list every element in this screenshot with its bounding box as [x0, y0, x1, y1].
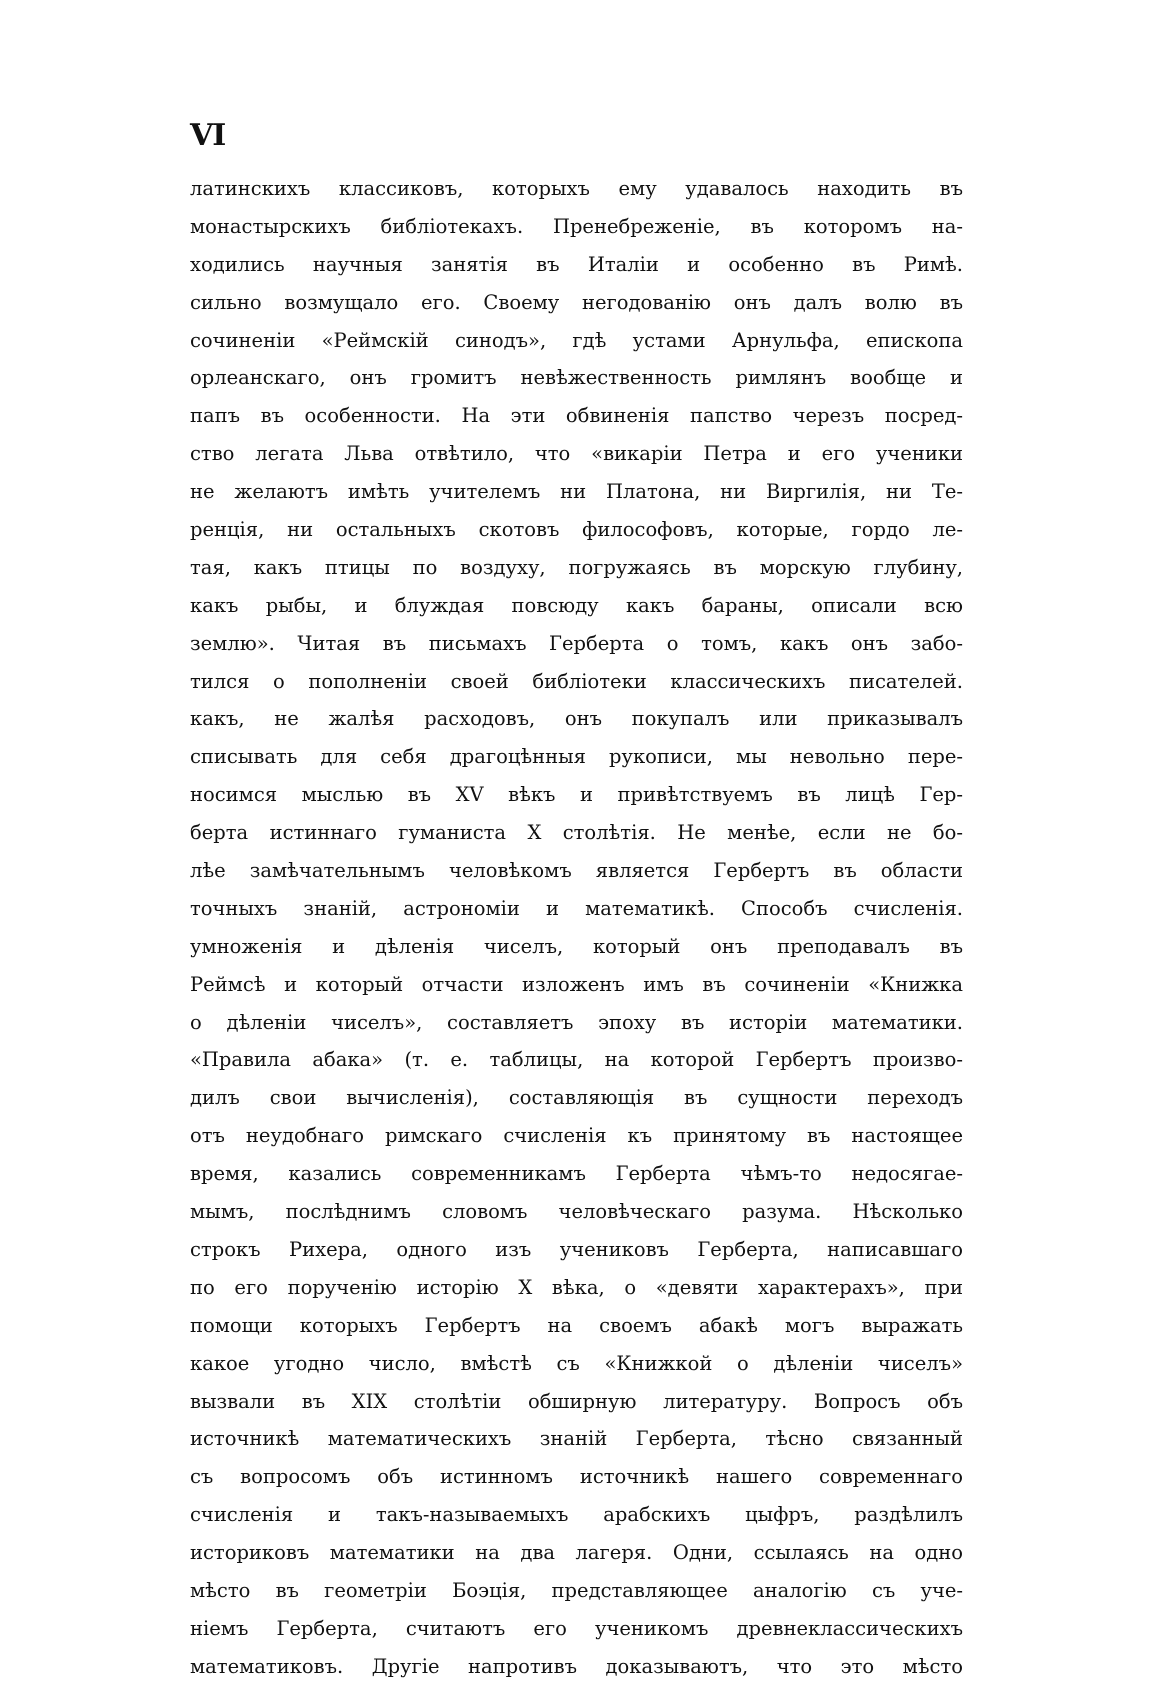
text-line: время, казались современникамъ Герберта чѣмъ-то недосягае- — [190, 1162, 963, 1186]
text-line: тая, какъ птицы по воздуху, погружаясь въ морскую глубину, — [190, 555, 963, 579]
text-line: помощи которыхъ Гербертъ на своемъ абакѣ могъ выражать — [190, 1313, 963, 1337]
text-line: какъ рыбы, и блуждая повсюду какъ бараны, описали всю — [190, 593, 963, 617]
text-line: по его порученію исторію X вѣка, о «девяти характерахъ», при — [190, 1275, 963, 1299]
text-line: мѣсто въ геометріи Боэція, представляющее аналогію съ уче- — [190, 1578, 963, 1602]
text-line: берта истиннаго гуманиста X столѣтія. Не менѣе, если не бо- — [190, 821, 963, 845]
text-line: историковъ математики на два лагеря. Одни, ссылаясь на одно — [190, 1541, 963, 1565]
text-line: списывать для себя драгоцѣнныя рукописи, мы невольно пере- — [190, 745, 963, 769]
text-line: математиковъ. Другіе напротивъ доказываютъ, что это мѣсто — [190, 1654, 963, 1678]
text-line: носимся мыслью въ XV вѣкъ и привѣтствуемъ въ лицѣ Гер- — [190, 783, 963, 807]
text-line: вызвали въ XIX столѣтіи обширную литературу. Вопросъ объ — [190, 1389, 963, 1413]
text-line: какое угодно число, вмѣстѣ съ «Книжкой о дѣленіи чиселъ» — [190, 1351, 963, 1375]
text-line: отъ неудобнаго римскаго счисленія къ принятому въ настоящее — [190, 1124, 963, 1148]
text-line: мымъ, послѣднимъ словомъ человѣческаго разума. Нѣсколько — [190, 1200, 963, 1224]
text-line: строкъ Рихера, одного изъ учениковъ Герберта, написавшаго — [190, 1237, 963, 1261]
text-line: землю». Читая въ письмахъ Герберта о томъ, какъ онъ забо- — [190, 631, 963, 655]
text-line: съ вопросомъ объ истинномъ источникѣ нашего современнаго — [190, 1465, 963, 1489]
body-text — [190, 170, 963, 1686]
text-line: ніемъ Герберта, считаютъ его ученикомъ древнеклассическихъ — [190, 1616, 963, 1640]
text-line: монастырскихъ библіотекахъ. Пренебреженіе, въ которомъ на- — [190, 214, 963, 238]
text-line: тился о пополненіи своей библіотеки классическихъ писателей. — [190, 669, 963, 693]
text-line: ство легата Льва отвѣтило, что «викаріи Петра и его ученики — [190, 442, 963, 466]
text-line: о дѣленіи чиселъ», составляетъ эпоху въ исторіи математики. — [190, 1010, 963, 1034]
text-line: ходились научныя занятія въ Италіи и особенно въ Римѣ. — [190, 252, 963, 276]
text-line: лѣе замѣчательнымъ человѣкомъ является Гербертъ въ области — [190, 859, 963, 883]
text-line: дилъ свои вычисленія), составляющія въ сущности переходъ — [190, 1086, 963, 1110]
page-number: VI — [190, 118, 226, 153]
text-line: сильно возмущало его. Своему негодованію онъ далъ волю въ — [190, 290, 963, 314]
text-line: сочиненіи «Реймскій синодъ», гдѣ устами Арнульфа, епископа — [190, 328, 963, 352]
text-line: точныхъ знаній, астрономіи и математикѣ. Способъ счисленія. — [190, 896, 963, 920]
text-line: папъ въ особенности. На эти обвиненія папство черезъ посред- — [190, 404, 963, 428]
text-line: латинскихъ классиковъ, которыхъ ему удавалось находить въ — [190, 177, 963, 200]
text-line: счисленія и такъ-называемыхъ арабскихъ цыфръ, раздѣлилъ — [190, 1503, 963, 1527]
text-line: не желаютъ имѣть учителемъ ни Платона, ни Виргилія, ни Те- — [190, 480, 963, 504]
text-line: ренція, ни остальныхъ скотовъ философовъ, которые, гордо ле- — [190, 518, 963, 542]
text-line: какъ, не жалѣя расходовъ, онъ покупалъ или приказывалъ — [190, 707, 963, 731]
text-line: умноженія и дѣленія чиселъ, который онъ преподавалъ въ — [190, 934, 963, 958]
text-line: орлеанскаго, онъ громитъ невѣжественность римлянъ вообще и — [190, 366, 963, 390]
text-line: источникѣ математическихъ знаній Герберта, тѣсно связанный — [190, 1427, 963, 1451]
text-line: Реймсѣ и который отчасти изложенъ имъ въ сочиненіи «Книжка — [190, 972, 963, 996]
text-line: «Правила абака» (т. е. таблицы, на которой Гербертъ произво- — [190, 1048, 963, 1072]
